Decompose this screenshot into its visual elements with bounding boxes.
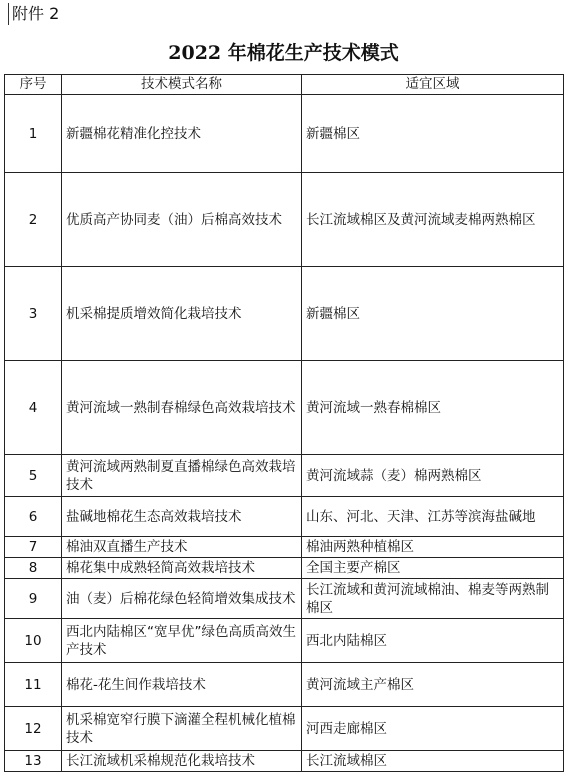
region-cell: 新疆棉区 (302, 267, 564, 361)
tech-name-cell: 黄河流域两熟制夏直播棉绿色高效栽培技术 (62, 455, 302, 497)
row-number: 1 (5, 95, 62, 173)
tech-name-cell: 盐碱地棉花生态高效栽培技术 (62, 497, 302, 537)
row-number: 5 (5, 455, 62, 497)
row-number: 6 (5, 497, 62, 537)
region-cell: 长江流域棉区 (302, 751, 564, 772)
tech-name-cell: 新疆棉花精准化控技术 (62, 95, 302, 173)
table-row (5, 663, 564, 707)
table-row (5, 497, 564, 537)
table-row (5, 267, 564, 361)
tech-name-cell: 黄河流域一熟制春棉绿色高效栽培技术 (62, 361, 302, 455)
row-number: 3 (5, 267, 62, 361)
region-cell: 西北内陆棉区 (302, 619, 564, 663)
row-number: 8 (5, 558, 62, 579)
header-tech-name: 技术模式名称 (62, 75, 302, 95)
header-region: 适宜区域 (302, 75, 564, 95)
table-row (5, 361, 564, 455)
tech-name-cell: 棉花集中成熟轻简高效栽培技术 (62, 558, 302, 579)
tech-name-cell: 油（麦）后棉花绿色轻简增效集成技术 (62, 579, 302, 619)
tech-name-cell: 长江流域机采棉规范化栽培技术 (62, 751, 302, 772)
region-cell: 长江流域棉区及黄河流域麦棉两熟棉区 (302, 173, 564, 267)
tech-name-cell: 棉油双直播生产技术 (62, 537, 302, 558)
region-cell: 棉油两熟种植棉区 (302, 537, 564, 558)
row-number: 9 (5, 579, 62, 619)
table-row (5, 579, 564, 619)
row-number: 2 (5, 173, 62, 267)
table-header-row (5, 75, 564, 95)
row-number: 11 (5, 663, 62, 707)
region-cell: 黄河流域蒜（麦）棉两熟棉区 (302, 455, 564, 497)
row-number: 7 (5, 537, 62, 558)
region-cell: 长江流域和黄河流域棉油、棉麦等两熟制棉区 (302, 579, 564, 619)
region-cell: 全国主要产棉区 (302, 558, 564, 579)
table-row (5, 751, 564, 772)
row-number: 13 (5, 751, 62, 772)
region-cell: 山东、河北、天津、江苏等滨海盐碱地 (302, 497, 564, 537)
region-cell: 黄河流域一熟春棉棉区 (302, 361, 564, 455)
region-cell: 河西走廊棉区 (302, 707, 564, 751)
row-number: 12 (5, 707, 62, 751)
document-title: 2022 年棉花生产技术模式 (168, 42, 399, 64)
table-row (5, 537, 564, 558)
table-row (5, 707, 564, 751)
row-number: 4 (5, 361, 62, 455)
header-index: 序号 (5, 75, 62, 95)
tech-name-cell: 优质高产协同麦（油）后棉高效技术 (62, 173, 302, 267)
cotton-tech-table (4, 74, 564, 772)
tech-name-cell: 棉花-花生间作栽培技术 (62, 663, 302, 707)
table-row (5, 95, 564, 173)
region-cell: 黄河流域主产棉区 (302, 663, 564, 707)
tech-name-cell: 机采棉提质增效简化栽培技术 (62, 267, 302, 361)
tech-name-cell: 机采棉宽窄行膜下滴灌全程机械化植棉技术 (62, 707, 302, 751)
table-row (5, 619, 564, 663)
table-row (5, 558, 564, 579)
region-cell: 新疆棉区 (302, 95, 564, 173)
attachment-label: 附件 2 (8, 3, 59, 25)
row-number: 10 (5, 619, 62, 663)
table-row (5, 173, 564, 267)
tech-name-cell: 西北内陆棉区“宽早优”绿色高质高效生产技术 (62, 619, 302, 663)
table-row (5, 455, 564, 497)
